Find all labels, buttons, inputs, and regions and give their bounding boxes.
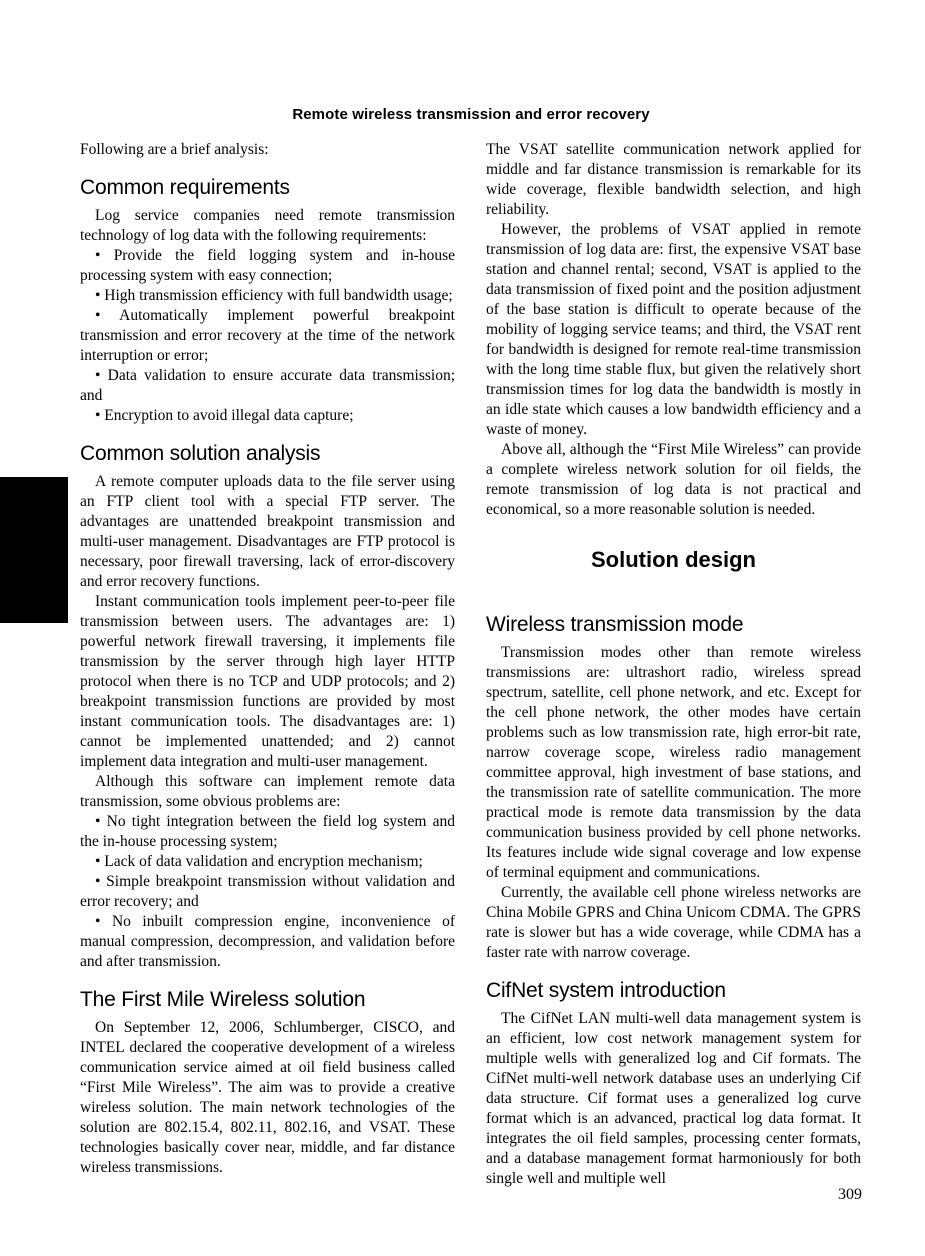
right-column — [486, 140, 861, 1189]
left-column — [80, 140, 455, 1189]
paragraph: Log service companies need remote transmission technology of log data with the following requirements: — [80, 207, 455, 244]
paragraph: Above all, although the “First Mile Wireless” can provide a complete wireless network solution for oil fields, the remote transmission of log data is not practical and economical, so a more reasonable solution is needed. — [486, 441, 861, 518]
bullet-item: • High transmission efficiency with full bandwidth usage; — [95, 287, 453, 304]
section-heading-wireless-transmission-mode: Wireless transmission mode — [486, 613, 744, 636]
bullet-item: • Encryption to avoid illegal data capture; — [95, 407, 354, 424]
section-heading-common-solution-analysis: Common solution analysis — [80, 442, 321, 465]
bullet-item: • Lack of data validation and encryption mechanism; — [95, 853, 423, 870]
bullet-item: • No tight integration between the field log system and the in-house processing system; — [80, 813, 455, 850]
section-heading-common-requirements: Common requirements — [80, 176, 290, 199]
bullet-item: • No inbuilt compression engine, inconvenience of manual compression, decompression, and validation before and after transmission. — [80, 913, 455, 970]
paragraph: The CifNet LAN multi-well data management system is an efficient, low cost network management system for multiple wells with generalized log and Cif formats. The CifNet multi-well network database uses an underlying Cif data structure. Cif format uses a generalized log curve format which is an advanced, practical log data format. It integrates the oil field samples, processing center formats, and a database management format harmoniously for both single well and multiple well — [486, 1010, 861, 1187]
section-heading-cifnet-system-introduction: CifNet system introduction — [486, 979, 726, 1002]
intro-line: Following are a brief analysis: — [80, 141, 269, 158]
bullet-item: • Data validation to ensure accurate data transmission; and — [80, 367, 455, 404]
paragraph: Although this software can implement remote data transmission, some obvious problems are: — [80, 773, 455, 810]
page-edge-tab-marker — [0, 477, 68, 623]
paragraph: A remote computer uploads data to the file server using an FTP client tool with a special FTP server. The advantages are unattended breakpoint transmission and multi-user management. Disadvantages are FTP protocol is necessary, poor firewall traversing, lack of error-discovery and error recovery functions. — [80, 473, 455, 590]
paragraph: Transmission modes other than remote wireless transmissions are: ultrashort radio, wireless spread spectrum, satellite, cell phone network, and etc. Except for the cell phone network, the other modes have certain problems such as low transmission rate, high error-bit rate, narrow coverage scope, wireless radio management committee approval, high investment of base stations, and the transmission rate of satellite communication. The more practical mode is remote data transmission by the data communication business provided by cell phone networks. Its features include wide signal coverage and low expense of terminal equipment and communications. — [486, 644, 861, 881]
section-heading-first-mile-wireless: The First Mile Wireless solution — [80, 988, 366, 1011]
paragraph: The VSAT satellite communication network applied for middle and far distance transmission is remarkable for its wide coverage, flexible bandwidth selection, and high reliability. — [486, 141, 861, 218]
paragraph: Instant communication tools implement peer-to-peer file transmission between users. The advantages are: 1) powerful network firewall traversing, it implements file transmission by the server through high layer HTTP protocol when there is no TCP and UDP protocols; and 2) breakpoint transmission functions are provided by most instant communication tools. The disadvantages are: 1) cannot be implemented unattended; and 2) cannot implement data integration and multi-user management. — [80, 593, 455, 770]
page-number: 309 — [838, 1186, 862, 1203]
page-content — [80, 140, 862, 1189]
paragraph: Currently, the available cell phone wireless networks are China Mobile GPRS and China Unicom CDMA. The GPRS rate is slower but has a wide coverage, while CDMA has a faster rate with narrow coverage. — [486, 884, 861, 961]
main-heading-solution-design: Solution design — [591, 547, 756, 572]
bullet-item: • Automatically implement powerful breakpoint transmission and error recovery at the time of the network interruption or error; — [80, 307, 455, 364]
bullet-item: • Simple breakpoint transmission without validation and error recovery; and — [80, 873, 455, 910]
running-head-title: Remote wireless transmission and error recovery — [292, 106, 650, 123]
paragraph: On September 12, 2006, Schlumberger, CISCO, and INTEL declared the cooperative development of a wireless communication service aimed at oil field business called “First Mile Wireless”. The aim was to provide a creative wireless solution. The main network technologies of the solution are 802.15.4, 802.11, 802.16, and VSAT. These technologies basically cover near, middle, and far distance wireless transmissions. — [80, 1019, 455, 1176]
paragraph: However, the problems of VSAT applied in remote transmission of log data are: first, the expensive VSAT base station and channel rental; second, VSAT is applied to the data transmission of fixed point and the position adjustment of the base station is difficult to operate because of the mobility of logging service teams; and third, the VSAT rent for bandwidth is designed for remote real-time transmission with the long time stable flux, but given the relatively short transmission times for log data the bandwidth is mostly in an idle state which causes a low bandwidth efficiency and a waste of money. — [486, 221, 861, 438]
bullet-item: • Provide the field logging system and in-house processing system with easy connection; — [80, 247, 455, 284]
